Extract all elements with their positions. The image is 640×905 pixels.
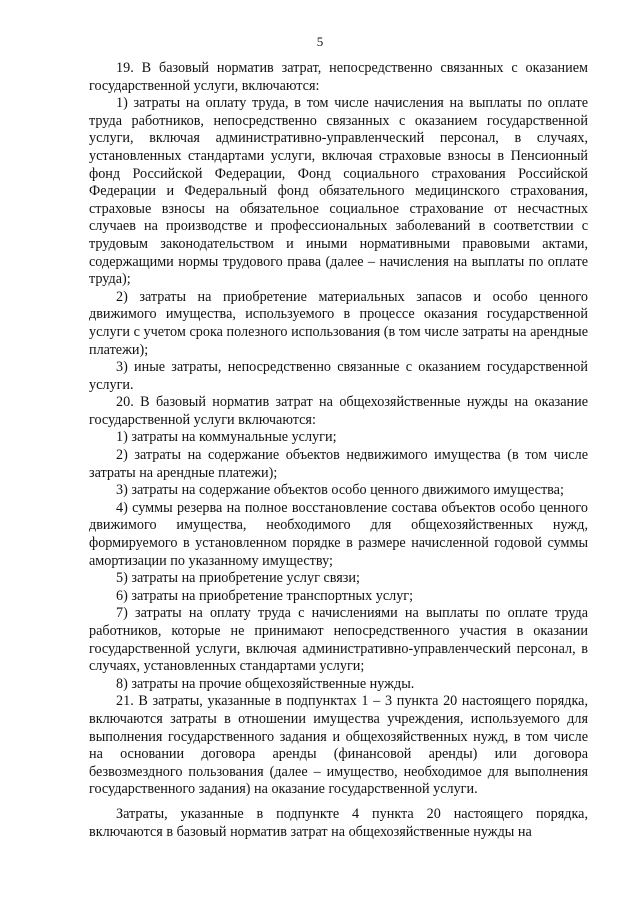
- paragraph-20-item-3: 3) затраты на содержание объектов особо ценного движимого имущества;: [116, 482, 564, 499]
- paragraph-20-item-4: 4) суммы резерва на полное восстановление состава объектов особо ценного движимого имущества, необходимого для общехозяйственных нужд, формируемого в установленном порядке в размере начисленной годовой суммы амортизации по указанному имуществу;: [89, 499, 588, 569]
- paragraph-19-item-1: 1) затраты на оплату труда, в том числе начисления на выплаты по оплате труда работников, непосредственно связанных с оказанием государственной услуги, включая административно-управленческий персонал, в случаях, установленных стандартами услуги, включая страховые взносы в Пенсионный фонд Российской Федерации, Фонд социального страхования Российской Федерации и Федеральный фонд обязательного медицинского страхования, страховые взносы на обязательное социальное страхование от несчастных случаев на производстве и профессиональных заболеваний в соответствии с трудовым законодательством и иными нормативными правовыми актами, содержащими нормы трудового права (далее – начисления на выплаты по оплате труда);: [89, 95, 588, 288]
- paragraph-19: 19. В базовый норматив затрат, непосредственно связанных с оказанием государственной услуги, включаются:: [89, 60, 588, 94]
- paragraph-20-item-2: 2) затраты на содержание объектов недвижимого имущества (в том числе затраты на арендные платежи);: [89, 447, 588, 481]
- paragraph-20-item-5: 5) затраты на приобретение услуг связи;: [116, 570, 360, 587]
- paragraph-20-item-1: 1) затраты на коммунальные услуги;: [116, 429, 337, 446]
- page-number: 5: [316, 34, 324, 49]
- paragraph-20: 20. В базовый норматив затрат на общехозяйственные нужды на оказание государственной услуги включаются:: [89, 394, 588, 428]
- paragraph-21: 21. В затраты, указанные в подпунктах 1 – 3 пункта 20 настоящего порядка, включаются затраты в отношении имущества учреждения, используемого для выполнения государственного задания и общехозяйственных нужд, в том числе на основании договора аренды (финансовой аренды) или договора безвозмездного пользования (далее – имущество, необходимое для выполнения государственного задания) на оказание государственной услуги.: [89, 693, 588, 798]
- paragraph-20-item-7: 7) затраты на оплату труда с начислениями на выплаты по оплате труда работников, которые не принимают непосредственного участия в оказании государственной услуги, включая административно-управленческий персонал, в случаях, установленных стандартами услуги;: [89, 605, 588, 675]
- paragraph-19-item-2: 2) затраты на приобретение материальных запасов и особо ценного движимого имущества, используемого в процессе оказания государственной услуги с учетом срока полезного использования (в том числе затраты на арендные платежи);: [89, 288, 588, 358]
- document-body: [89, 60, 588, 841]
- paragraph-20-item-8: 8) затраты на прочие общехозяйственные нужды.: [116, 675, 415, 692]
- paragraph-20-item-6: 6) затраты на приобретение транспортных услуг;: [116, 587, 414, 604]
- paragraph-19-item-3: 3) иные затраты, непосредственно связанные с оказанием государственной услуги.: [89, 359, 588, 393]
- paragraph-21-continuation: Затраты, указанные в подпункте 4 пункта 20 настоящего порядка, включаются в базовый норматив затрат на общехозяйственные нужды на: [89, 805, 588, 840]
